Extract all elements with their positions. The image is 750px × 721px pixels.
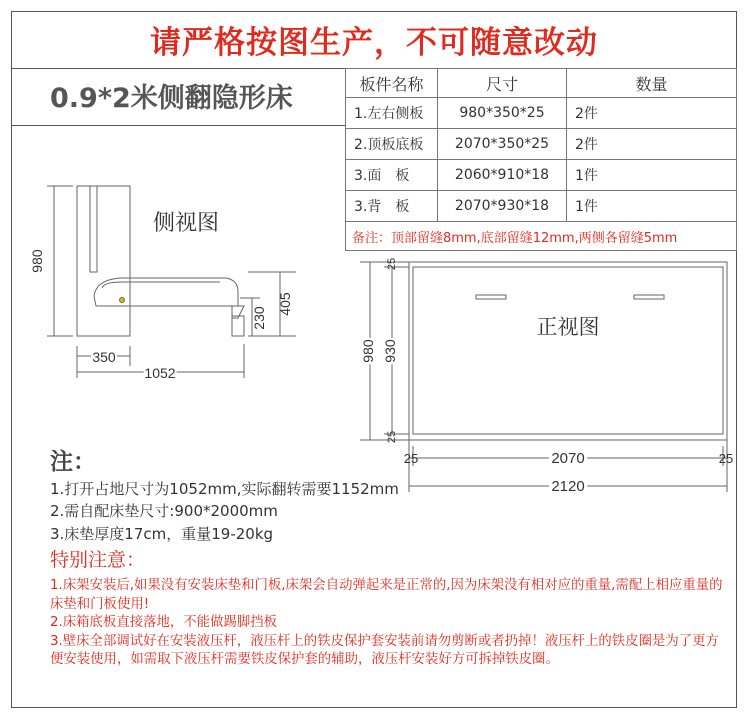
front-inner-panel (413, 267, 723, 434)
special-notice-item: 3.壁床全部调试好在安装液压杆，液压杆上的铁皮保护套安装前请勿剪断或者扔掉！液压杆上的铁皮圈是为了更方便安装使用，如需取下液压杆需要铁皮保护套的辅助，液压杆安装好方可拆掉铁皮圈。 (50, 633, 719, 667)
notes-title: 注： (50, 449, 96, 475)
cell-size: 2070*350*25 (438, 129, 567, 160)
dim-front-total: 2120 (551, 478, 585, 495)
cell-size: 980*350*25 (438, 98, 567, 129)
cell-name: 3.面 板 (346, 160, 438, 191)
dim-front-left-side: 25 (403, 451, 419, 466)
header-name: 板件名称 (346, 69, 438, 98)
table-remark: 备注：顶部留缝8mm,底部留缝12mm,两侧各留缝5mm (346, 222, 737, 251)
side-cabinet-outline (77, 186, 130, 336)
cell-name: 2.顶板底板 (346, 129, 438, 160)
product-title: 0.9*2米侧翻隐形床 (50, 83, 293, 114)
dim-front-width: 2070 (551, 450, 585, 467)
front-view-label: 正视图 (536, 316, 600, 339)
dim-front-top-gap: 25 (386, 257, 398, 271)
note-line: 2.需自配床垫尺寸:900*2000mm (50, 502, 278, 520)
special-notice-item: 2.床箱底板直接落地，不能做踢脚挡板 (50, 615, 278, 630)
cell-name: 3.背 板 (346, 191, 438, 222)
dim-side-depth: 350 (92, 349, 116, 365)
dim-side-lift: 405 (277, 292, 293, 316)
side-mattress-line (102, 282, 220, 288)
dim-front-bottom-gap: 25 (386, 430, 398, 444)
cell-qty: 1件 (567, 160, 737, 191)
dim-side-open: 1052 (144, 365, 176, 381)
cell-size: 2070*930*18 (438, 191, 567, 222)
side-view-label: 侧视图 (153, 210, 220, 235)
special-notice-list (50, 577, 730, 670)
special-notice-title: 特别注意： (50, 549, 146, 571)
side-panel-inner (90, 186, 97, 272)
dim-front-inner-height: 930 (382, 339, 398, 363)
dim-front-outer-height: 980 (360, 339, 376, 363)
header-qty: 数量 (567, 69, 737, 98)
cell-name: 1.左右侧板 (346, 98, 438, 129)
dim-side-height: 980 (29, 249, 45, 273)
dim-side-base: 230 (251, 306, 267, 330)
note-line: 1.打开占地尺寸为1052mm,实际翻转需要1152mm (50, 480, 399, 498)
cell-size: 2060*910*18 (438, 160, 567, 191)
cell-qty: 2件 (567, 129, 737, 160)
special-notice-item: 1.床架安装后,如果没有安装床垫和门板,床架会自动弹起来是正常的,因为床架没有相对应的重量,需配上相应重量的床垫和门板使用! (50, 578, 723, 612)
header-size: 尺寸 (438, 69, 567, 98)
side-hinge-dot (120, 298, 125, 303)
note-line: 3.床垫厚度17cm，重量19-20kg (50, 525, 274, 543)
front-outer-frame (409, 262, 727, 440)
cell-qty: 1件 (567, 191, 737, 222)
front-handle-left (476, 295, 506, 299)
warning-banner: 请严格按图生产，不可随意改动 (11, 11, 737, 69)
dim-front-right-side: 25 (718, 451, 734, 466)
front-handle-right (634, 295, 664, 299)
side-foot (232, 316, 244, 336)
cell-qty: 2件 (567, 98, 737, 129)
